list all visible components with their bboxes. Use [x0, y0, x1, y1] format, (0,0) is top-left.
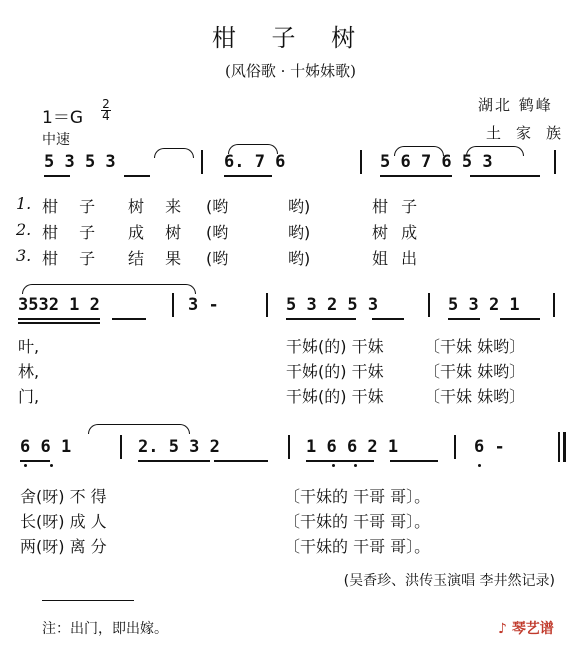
beam-line: [20, 460, 50, 462]
bar-line: [454, 435, 456, 459]
beam-line: [286, 318, 356, 320]
footnote: 注：出门，即出嫁。: [42, 621, 168, 637]
bar-line: [266, 293, 268, 317]
logo-icon: ♪: [498, 621, 507, 637]
verse-line: 1. 柑 子 树 来 (哟 哟) 柑 子: [16, 194, 422, 216]
beam-line: [112, 318, 146, 320]
bar-line: [553, 293, 555, 317]
bar-line: [201, 150, 203, 174]
beam-line: [306, 460, 374, 462]
verse-line: 〔干妹 妹哟〕: [424, 387, 526, 406]
verse-line: 〔干妹的 干哥 哥〕。: [284, 537, 431, 556]
low-octave-dot: [24, 464, 27, 467]
beam-line: [500, 318, 540, 320]
beam-line: [448, 318, 480, 320]
site-logo: [498, 618, 554, 638]
verse-line: 门,: [18, 387, 40, 406]
beam-line: [44, 175, 70, 177]
beam-line: [390, 460, 438, 462]
low-octave-dot: [50, 464, 53, 467]
tempo-marking: 中速: [42, 132, 70, 148]
song-title: 柑 子 树: [211, 24, 370, 52]
measure-notes: 6. 7 6: [224, 152, 286, 172]
key-signature: 1＝G: [42, 108, 83, 128]
beam-line: [18, 322, 100, 324]
measure-notes: 6 -: [474, 437, 505, 457]
verse-line: 3. 柑 子 结 果 (哟 哟) 姐 出: [16, 246, 422, 268]
verse-line: 林,: [18, 362, 40, 381]
beam-line: [18, 318, 100, 320]
verse-line: 舍(呀) 不 得: [20, 487, 107, 506]
ethnic-label: 土家族: [486, 124, 577, 142]
verse-line: 〔干妹的 干哥 哥〕。: [284, 487, 431, 506]
measure-notes: 5 6 7 6 5 3: [380, 152, 493, 172]
verse-line: 干姊(的) 干妹: [286, 362, 384, 381]
measure-notes: 5 3 5 3: [44, 152, 116, 172]
bar-line: [288, 435, 290, 459]
low-octave-dot: [354, 464, 357, 467]
final-bar-line: [558, 432, 560, 462]
meter-bottom: 4: [102, 109, 110, 123]
beam-line: [470, 175, 540, 177]
measure-notes: 3532 1 2: [18, 295, 100, 315]
low-octave-dot: [478, 464, 481, 467]
verse-line: 〔干妹 妹哟〕: [424, 362, 526, 381]
verse-line: 2. 柑 子 成 树 (哟 哟) 树 成: [16, 220, 422, 242]
bar-line: [172, 293, 174, 317]
verse-line: 长(呀) 成 人: [20, 512, 107, 531]
verse-line: 〔干妹 妹哟〕: [424, 337, 526, 356]
verse-line: 叶,: [18, 337, 40, 356]
performer-credit: (吴香珍、洪传玉演唱 李井然记录): [343, 573, 555, 589]
beam-line: [138, 460, 210, 462]
verse-line: 干姊(的) 干妹: [286, 387, 384, 406]
verse-line: 两(呀) 离 分: [20, 537, 107, 556]
measure-notes: 3 -: [188, 295, 219, 315]
verse-line: 干姊(的) 干妹: [286, 337, 384, 356]
footnote-rule: [42, 600, 134, 601]
logo-text: 琴艺谱: [511, 621, 554, 637]
song-subtitle: (风俗歌 · 十姊妹歌): [224, 62, 356, 80]
bar-line: [120, 435, 122, 459]
beam-line: [224, 175, 272, 177]
measure-notes: 2. 5 3 2: [138, 437, 220, 457]
low-octave-dot: [332, 464, 335, 467]
beam-line: [380, 175, 452, 177]
tie-arc: [154, 148, 194, 158]
slur-arc: [88, 424, 190, 434]
measure-notes: 6 6 1: [20, 437, 72, 457]
final-bar-line: [563, 432, 566, 462]
measure-notes: 5 3 2 5 3: [286, 295, 379, 315]
bar-line: [360, 150, 362, 174]
measure-notes: 1 6 6 2 1: [306, 437, 399, 457]
meter-top: 2: [102, 97, 110, 111]
beam-line: [372, 318, 404, 320]
bar-line: [554, 150, 556, 174]
beam-line: [214, 460, 268, 462]
measure-notes: 5 3 2 1: [448, 295, 520, 315]
slur-arc: [22, 284, 196, 294]
time-signature: [101, 99, 111, 122]
region-label: 湖北 鹤峰: [478, 96, 553, 114]
verse-line: 〔干妹的 干哥 哥〕。: [284, 512, 431, 531]
beam-line: [124, 175, 150, 177]
bar-line: [428, 293, 430, 317]
